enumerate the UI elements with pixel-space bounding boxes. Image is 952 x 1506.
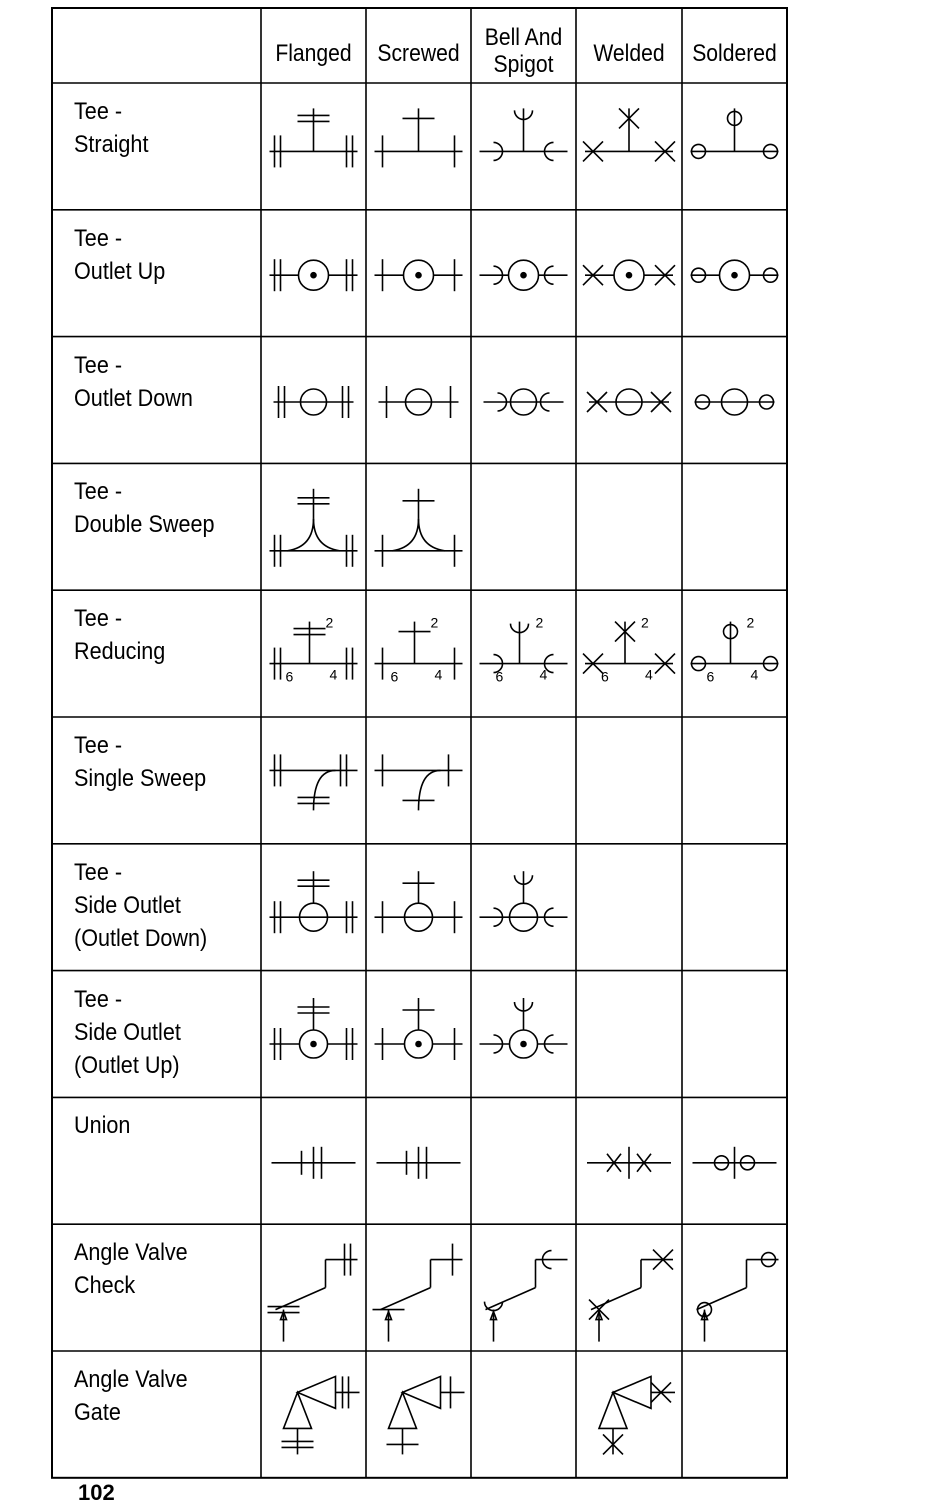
column-header-flanged xyxy=(267,40,359,67)
union-welded-symbol xyxy=(587,1147,671,1179)
row-label-angle-valve-gate xyxy=(74,1363,188,1429)
union-soldered-symbol xyxy=(693,1147,777,1179)
row-label-line: Outlet Up xyxy=(74,257,166,285)
row-label-line: Double Sweep xyxy=(74,511,215,539)
tee-side-outlet-up-flanged-symbol xyxy=(270,998,358,1060)
row-label-line: (Outlet Down) xyxy=(74,924,208,952)
row-label-tee-double-sweep xyxy=(74,475,214,541)
symbol-stroke xyxy=(393,519,419,551)
size-label: 6 xyxy=(706,668,715,685)
column-header-line: Spigot xyxy=(493,51,554,78)
size-label: 4 xyxy=(329,666,338,683)
row-label-line: Tee - xyxy=(74,98,123,125)
tee-outlet-down-welded-symbol xyxy=(587,389,671,415)
angle-valve-check-welded-symbol xyxy=(589,1250,673,1342)
tee-single-sweep-flanged-symbol xyxy=(270,754,358,810)
tee-side-outlet-up-bell-symbol xyxy=(480,998,568,1058)
tee-reducing-soldered-symbol xyxy=(691,615,779,685)
union-screwed-symbol xyxy=(377,1147,461,1179)
tee-reducing-bell-symbol xyxy=(480,615,568,685)
angle-valve-check-screwed-symbol xyxy=(373,1244,463,1342)
symbol-stroke xyxy=(599,1392,627,1428)
center-dot xyxy=(416,273,421,278)
symbol-cells xyxy=(268,108,779,1454)
column-header-line: Welded xyxy=(593,40,665,67)
row-label-tee-straight xyxy=(74,95,148,161)
tee-straight-bell-symbol xyxy=(480,108,568,160)
tee-straight-soldered-symbol xyxy=(691,108,779,158)
angle-valve-check-flanged-symbol xyxy=(268,1244,358,1342)
row-label-line: Side Outlet xyxy=(74,1018,181,1046)
size-label: 4 xyxy=(645,666,653,683)
row-label-line: Outlet Down xyxy=(74,384,193,412)
row-label-line: (Outlet Up) xyxy=(74,1051,180,1079)
row-label-tee-outlet-up xyxy=(74,222,165,288)
symbol-stroke xyxy=(419,770,441,810)
row-label-tee-outlet-down xyxy=(74,349,193,415)
column-header-soldered xyxy=(688,40,780,67)
tee-side-outlet-up-screwed-symbol xyxy=(375,998,463,1060)
symbol-stroke xyxy=(591,1288,641,1310)
center-dot xyxy=(521,1042,526,1047)
center-dot xyxy=(521,273,526,278)
union-flanged-symbol xyxy=(272,1147,356,1179)
size-label: 2 xyxy=(535,614,544,631)
column-header-line: Bell And xyxy=(484,24,563,51)
tee-straight-flanged-symbol xyxy=(270,108,358,167)
size-label: 2 xyxy=(641,614,649,631)
symbol-stroke xyxy=(403,1376,441,1408)
column-header-welded xyxy=(582,40,675,67)
row-label-line: Gate xyxy=(74,1399,121,1426)
angle-valve-gate-flanged-symbol xyxy=(282,1376,360,1454)
row-label-line: Straight xyxy=(74,131,149,158)
size-label: 6 xyxy=(601,668,609,685)
tee-outlet-up-flanged-symbol xyxy=(270,259,358,291)
row-label-line: Tee - xyxy=(74,351,123,379)
row-label-tee-reducing xyxy=(74,602,165,668)
symbol-stroke xyxy=(419,519,445,551)
tee-side-outlet-down-bell-symbol xyxy=(480,871,568,931)
row-label-line: Check xyxy=(74,1272,136,1300)
row-label-line: Tee - xyxy=(74,605,123,633)
tee-straight-screwed-symbol xyxy=(375,108,463,167)
size-label: 4 xyxy=(750,666,759,683)
size-label: 6 xyxy=(495,668,504,685)
row-label-line: Side Outlet xyxy=(74,891,181,919)
row-label-line: Tee - xyxy=(74,858,123,886)
page-number: 102 xyxy=(78,1480,115,1505)
size-label: 2 xyxy=(430,614,439,631)
row-label-line: Angle Valve xyxy=(74,1239,188,1267)
center-dot xyxy=(311,1042,316,1047)
angle-valve-gate-screwed-symbol xyxy=(387,1376,465,1454)
tee-straight-welded-symbol xyxy=(583,108,675,161)
tee-outlet-up-screwed-symbol xyxy=(375,259,463,291)
tee-outlet-down-bell-symbol xyxy=(484,389,564,415)
tee-reducing-screwed-symbol xyxy=(375,615,463,685)
symbol-stroke xyxy=(613,1376,651,1408)
tee-double-sweep-screwed-symbol xyxy=(375,489,463,567)
tee-side-outlet-down-screwed-symbol xyxy=(375,871,463,933)
tee-outlet-up-welded-symbol xyxy=(583,260,675,290)
row-label-union xyxy=(74,1109,130,1142)
tee-outlet-up-soldered-symbol xyxy=(691,260,779,290)
symbol-stroke xyxy=(486,1288,536,1310)
angle-valve-check-soldered-symbol xyxy=(697,1253,779,1342)
row-label-line: Angle Valve xyxy=(74,1366,188,1393)
tee-single-sweep-screwed-symbol xyxy=(375,754,463,810)
column-header-line: Screwed xyxy=(377,40,460,67)
row-label-tee-side-outlet-up xyxy=(74,983,181,1082)
tee-outlet-down-soldered-symbol xyxy=(695,389,775,415)
center-dot xyxy=(311,273,316,278)
size-label: 4 xyxy=(539,666,548,683)
symbol-stroke xyxy=(298,1376,336,1408)
center-dot xyxy=(627,273,632,278)
center-dot xyxy=(732,273,737,278)
column-header-line: Flanged xyxy=(275,40,352,67)
center-dot xyxy=(416,1042,421,1047)
column-header-line: Soldered xyxy=(692,40,777,67)
angle-valve-gate-welded-symbol xyxy=(599,1376,675,1454)
symbol-stroke xyxy=(381,1288,431,1310)
row-label-line: Single Sweep xyxy=(74,765,207,792)
size-label: 6 xyxy=(285,668,294,685)
column-header-bell-and-spigot xyxy=(477,24,569,78)
size-label: 6 xyxy=(390,668,399,685)
tee-outlet-down-screwed-symbol xyxy=(379,386,459,418)
tee-outlet-down-flanged-symbol xyxy=(274,386,354,418)
size-label: 2 xyxy=(325,614,334,631)
tee-reducing-flanged-symbol xyxy=(270,615,358,685)
size-label: 4 xyxy=(434,666,443,683)
row-label-angle-valve-check xyxy=(74,1236,188,1302)
angle-valve-check-bell-symbol xyxy=(485,1251,568,1342)
symbol-stroke xyxy=(314,770,336,810)
row-label-tee-side-outlet-down xyxy=(74,856,207,955)
symbol-stroke xyxy=(697,1288,747,1310)
row-label-line: Union xyxy=(74,1112,131,1140)
symbol-stroke xyxy=(389,1392,417,1428)
row-label-line: Reducing xyxy=(74,638,166,666)
size-label: 2 xyxy=(746,614,755,631)
row-label-tee-single-sweep xyxy=(74,729,206,795)
symbol-stroke xyxy=(314,519,340,551)
symbol-stroke xyxy=(284,1392,312,1428)
symbol-stroke xyxy=(288,519,314,551)
tee-double-sweep-flanged-symbol xyxy=(270,489,358,567)
row-label-line: Tee - xyxy=(74,985,123,1013)
row-label-line: Tee - xyxy=(74,478,123,506)
tee-side-outlet-down-flanged-symbol xyxy=(270,871,358,933)
tee-outlet-up-bell-symbol xyxy=(480,260,568,290)
tee-reducing-welded-symbol xyxy=(583,615,675,685)
row-label-line: Tee - xyxy=(74,224,123,252)
column-header-screwed xyxy=(372,40,464,67)
row-label-line: Tee - xyxy=(74,732,123,759)
